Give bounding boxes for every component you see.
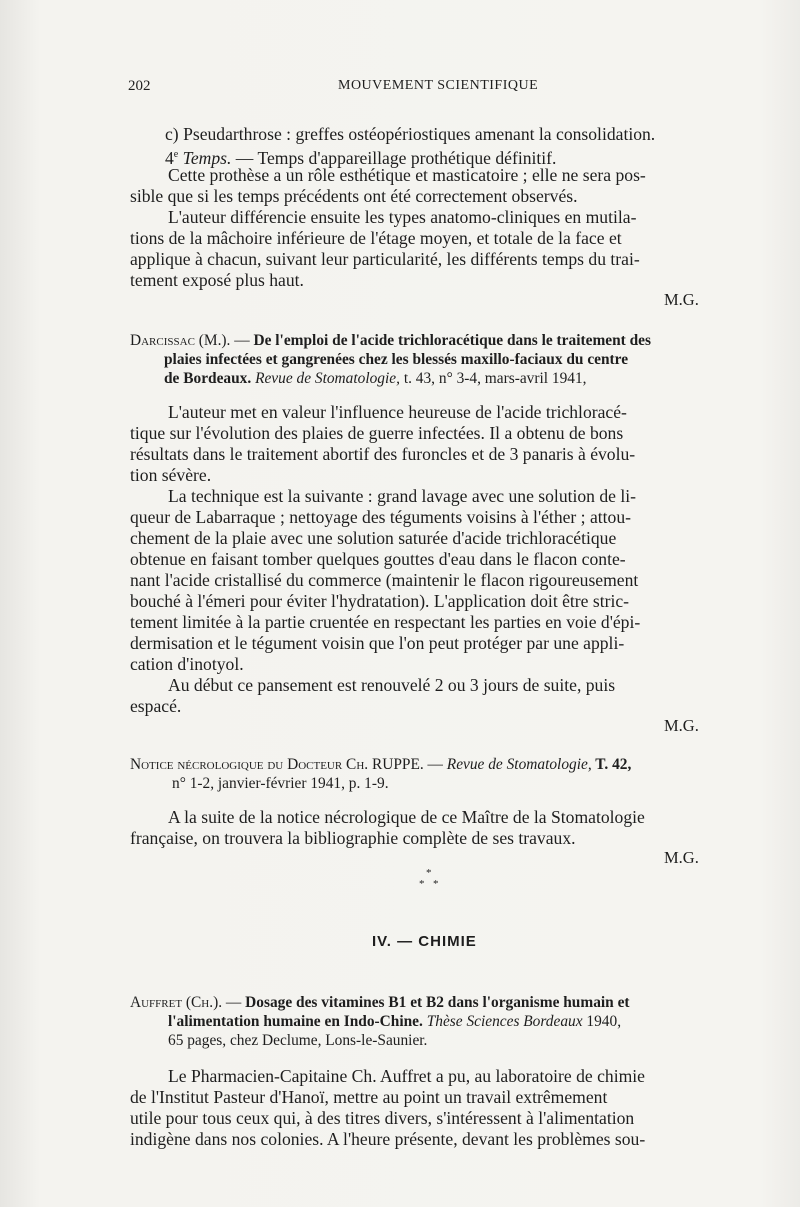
body-line: Cette prothèse a un rôle esthétique et masticatoire ; elle ne sera pos- <box>168 165 646 185</box>
asterism-star: * <box>426 867 432 879</box>
ref-title: De l'emploi de l'acide trichloracétique dans le traitement des <box>253 332 652 349</box>
body-line: L'auteur met en valeur l'influence heureuse de l'acide trichloracé- <box>168 402 627 422</box>
running-title: MOUVEMENT SCIENTIFIQUE <box>338 78 539 93</box>
body-line: indigène dans nos colonies. A l'heure présente, devant les problèmes sou- <box>130 1129 646 1149</box>
ref-thesis: Thèse Sciences Bordeaux <box>426 1013 583 1030</box>
reference-line <box>164 369 587 388</box>
signature: M.G. <box>664 716 699 735</box>
signature: M.G. <box>664 290 699 309</box>
ref-publisher: 65 pages, chez Declume, Lons-le-Saunier. <box>168 1032 428 1049</box>
asterism-star: * <box>419 878 425 890</box>
body-line: tion sévère. <box>130 465 212 485</box>
ref-journal: Revue de Stomatologie, <box>446 756 592 773</box>
temps-text: — Temps d'appareillage prothétique définitif. <box>231 147 557 168</box>
ref-dash: — <box>230 332 254 349</box>
body-line: française, on trouvera la bibliographie complète de ses travaux. <box>130 828 576 848</box>
body-line: cation d'inotyol. <box>130 654 244 674</box>
body-line: tement exposé plus haut. <box>130 270 304 290</box>
body-line: Au début ce pansement est renouvelé 2 ou 3 jours de suite, puis <box>168 675 616 695</box>
reference-line <box>168 1012 621 1031</box>
body-line: tique sur l'évolution des plaies de guerre infectées. Il a obtenu de bons <box>130 423 624 443</box>
body-line: c) Pseudarthrose : greffes ostéopériostiques amenant la consolidation. <box>165 124 656 144</box>
body-line: obtenue en faisant tomber quelques gouttes d'eau dans le flacon conte- <box>130 549 626 569</box>
ref-title: l'alimentation humaine en Indo-Chine. <box>168 1013 423 1030</box>
body-line: bouché à l'émeri pour éviter l'hydratation). L'application doit être stric- <box>130 591 630 611</box>
temps-label: Temps. <box>182 147 232 168</box>
ref-journal: Revue de Stomatologie, <box>255 370 400 387</box>
ref-details: n° 1-2, janvier-février 1941, p. 1-9. <box>172 775 389 792</box>
body-line: Le Pharmacien-Capitaine Ch. Auffret a pu, au laboratoire de chimie <box>168 1066 645 1086</box>
body-line: chement de la plaie avec une solution saturée d'acide trichloracétique <box>130 528 617 548</box>
body-line: tement limitée à la partie cruentée en respectant les parties en voie d'épi- <box>130 612 641 632</box>
reference-line <box>130 993 630 1012</box>
body-line: La technique est la suivante : grand lavage avec une solution de li- <box>168 486 637 506</box>
chapter-heading: IV. — CHIMIE <box>372 933 477 950</box>
ref-details: t. 43, n° 3-4, mars-avril 1941, <box>399 370 587 387</box>
ref-author: Notice nécrologique du Docteur Ch. RUPPE. <box>130 756 424 773</box>
ref-author: Darcissac (M.). <box>130 332 231 349</box>
body-line: espacé. <box>130 696 182 716</box>
ref-year: 1940, <box>582 1013 622 1030</box>
reference-line <box>130 331 651 350</box>
body-line: A la suite de la notice nécrologique de ce Maître de la Stomatologie <box>168 807 645 827</box>
asterism-star: * <box>433 878 439 890</box>
ref-dash: — <box>423 756 447 773</box>
signature: M.G. <box>664 848 699 867</box>
body-line: L'auteur différencie ensuite les types anatomo-cliniques en mutila- <box>168 207 637 227</box>
body-line: queur de Labarraque ; nettoyage des téguments voisins à l'éther ; attou- <box>130 507 632 527</box>
body-line: sible que si les temps précédents ont été correctement observés. <box>130 186 578 206</box>
ref-title: Dosage des vitamines B1 et B2 dans l'organisme humain et <box>245 994 630 1011</box>
ref-author: Auffret (Ch.). <box>130 994 223 1011</box>
temps-number: 4e <box>165 147 179 168</box>
body-line: résultats dans le traitement abortif des furoncles et de 3 panaris à évolu- <box>130 444 636 464</box>
ref-dash: — <box>222 994 246 1011</box>
body-line: utile pour tous ceux qui, à des titres divers, s'intéressent à l'alimentation <box>130 1108 635 1128</box>
body-line: dermisation et le tégument voisin que l'on peut protéger par une appli- <box>130 633 625 653</box>
body-line: tions de la mâchoire inférieure de l'étage moyen, et totale de la face et <box>130 228 622 248</box>
page-number: 202 <box>128 78 151 94</box>
ref-details: T. 42, <box>591 756 632 773</box>
body-line: applique à chacun, suivant leur particularité, les différents temps du trai- <box>130 249 640 269</box>
ref-title: plaies infectées et gangrenées chez les blessés maxillo-faciaux du centre <box>164 351 629 368</box>
asterism-divider <box>416 868 446 896</box>
reference-line <box>130 755 631 774</box>
body-line: nant l'acide cristallisé du commerce (maintenir le flacon rigoureusement <box>130 570 639 590</box>
ref-title: de Bordeaux. <box>164 370 252 387</box>
body-line: de l'Institut Pasteur d'Hanoï, mettre au point un travail extrêmement <box>130 1087 608 1107</box>
